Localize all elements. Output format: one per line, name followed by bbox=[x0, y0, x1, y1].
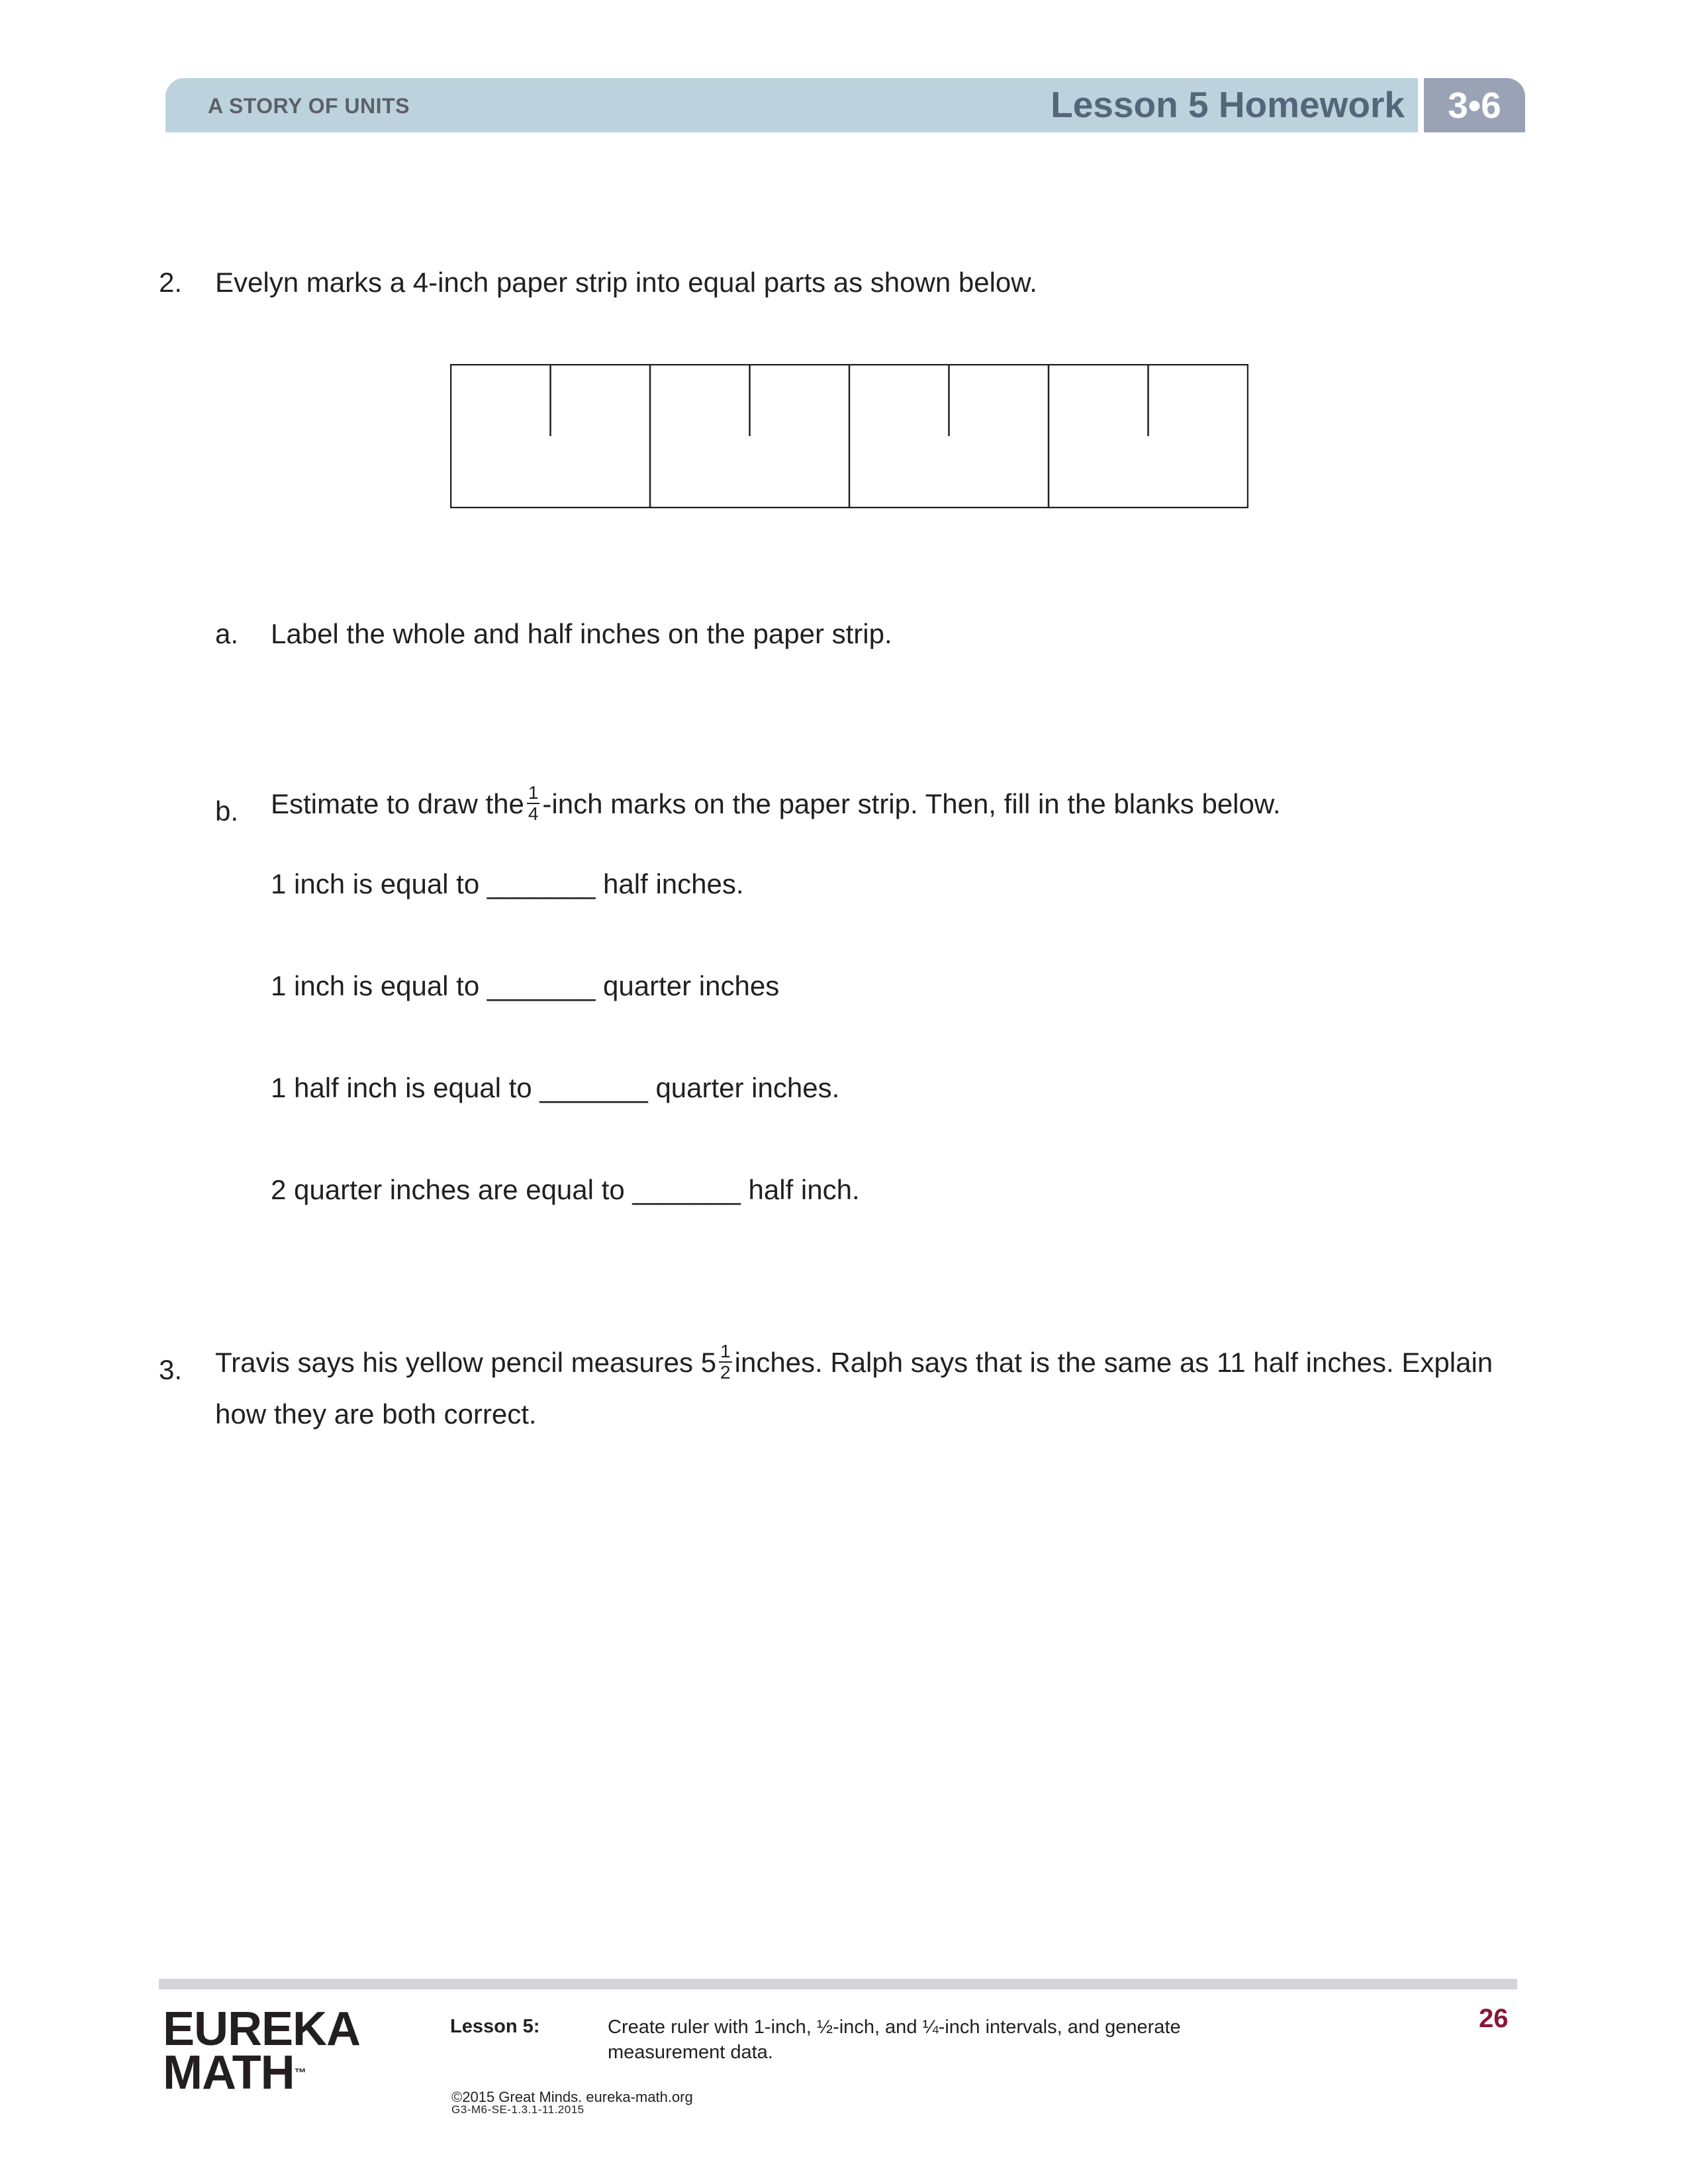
problem-2-number: 2. bbox=[159, 267, 183, 298]
part-b-text bbox=[271, 782, 1281, 827]
part-b-text-before: Estimate to draw the bbox=[271, 788, 524, 820]
quarter-fraction bbox=[527, 783, 540, 824]
problem-3-line-2: how they are both correct. bbox=[215, 1398, 537, 1430]
quarter-fraction-numerator: 1 bbox=[528, 782, 539, 803]
document-code: G3-M6-SE-1.3.1-11.2015 bbox=[451, 2103, 585, 2116]
blank-sentence-3: 1 half inch is equal to _______ quarter inches. bbox=[271, 1072, 840, 1103]
problem-2-text: Evelyn marks a 4-inch paper strip into equal parts as shown below. bbox=[215, 267, 1037, 298]
part-b-text-after: -inch marks on the paper strip. Then, fill in the blanks below. bbox=[542, 788, 1281, 820]
page-number: 26 bbox=[1479, 2004, 1509, 2033]
part-a-text: Label the whole and half inches on the paper strip. bbox=[271, 618, 892, 649]
blank-sentence-4: 2 quarter inches are equal to _______ half inch. bbox=[271, 1174, 860, 1205]
part-a-label: a. bbox=[215, 618, 239, 649]
blank-sentence-1: 1 inch is equal to _______ half inches. bbox=[271, 868, 744, 899]
series-title: A STORY OF UNITS bbox=[208, 94, 410, 118]
logo-word-math: MATH bbox=[163, 2046, 295, 2099]
module-badge: 3•6 bbox=[1424, 78, 1525, 132]
problem-3-text-before: Travis says his yellow pencil measures 5 bbox=[215, 1347, 717, 1379]
logo-trademark: ™ bbox=[294, 2066, 306, 2079]
logo-line-2 bbox=[163, 2046, 360, 2099]
part-b-label: b. bbox=[215, 796, 239, 827]
problem-3-text bbox=[215, 1341, 1493, 1385]
problem-3-text-after: inches. Ralph says that is the same as 11 half inches. Explain bbox=[734, 1347, 1493, 1379]
problem-3-number: 3. bbox=[159, 1354, 183, 1385]
eureka-math-logo bbox=[163, 2003, 361, 2099]
half-fraction-denominator: 2 bbox=[720, 1362, 731, 1383]
half-fraction bbox=[719, 1342, 732, 1383]
footer-rule bbox=[159, 1979, 1517, 1989]
paper-strip bbox=[450, 364, 1248, 508]
copyright: ©2015 Great Minds. eureka-math.org bbox=[451, 2089, 693, 2105]
blank-sentence-2: 1 inch is equal to _______ quarter inches bbox=[271, 970, 780, 1001]
footer-lesson-label: Lesson 5: bbox=[450, 2016, 540, 2037]
lesson-title: Lesson 5 Homework bbox=[1051, 84, 1405, 125]
footer-lesson-description: Create ruler with 1-inch, ½-inch, and ¼-inch intervals, and generate measurement data. bbox=[608, 2017, 1181, 2063]
half-fraction-numerator: 1 bbox=[720, 1341, 731, 1361]
quarter-fraction-denominator: 4 bbox=[528, 803, 539, 824]
logo-line-1: EUREKA bbox=[163, 2003, 361, 2056]
